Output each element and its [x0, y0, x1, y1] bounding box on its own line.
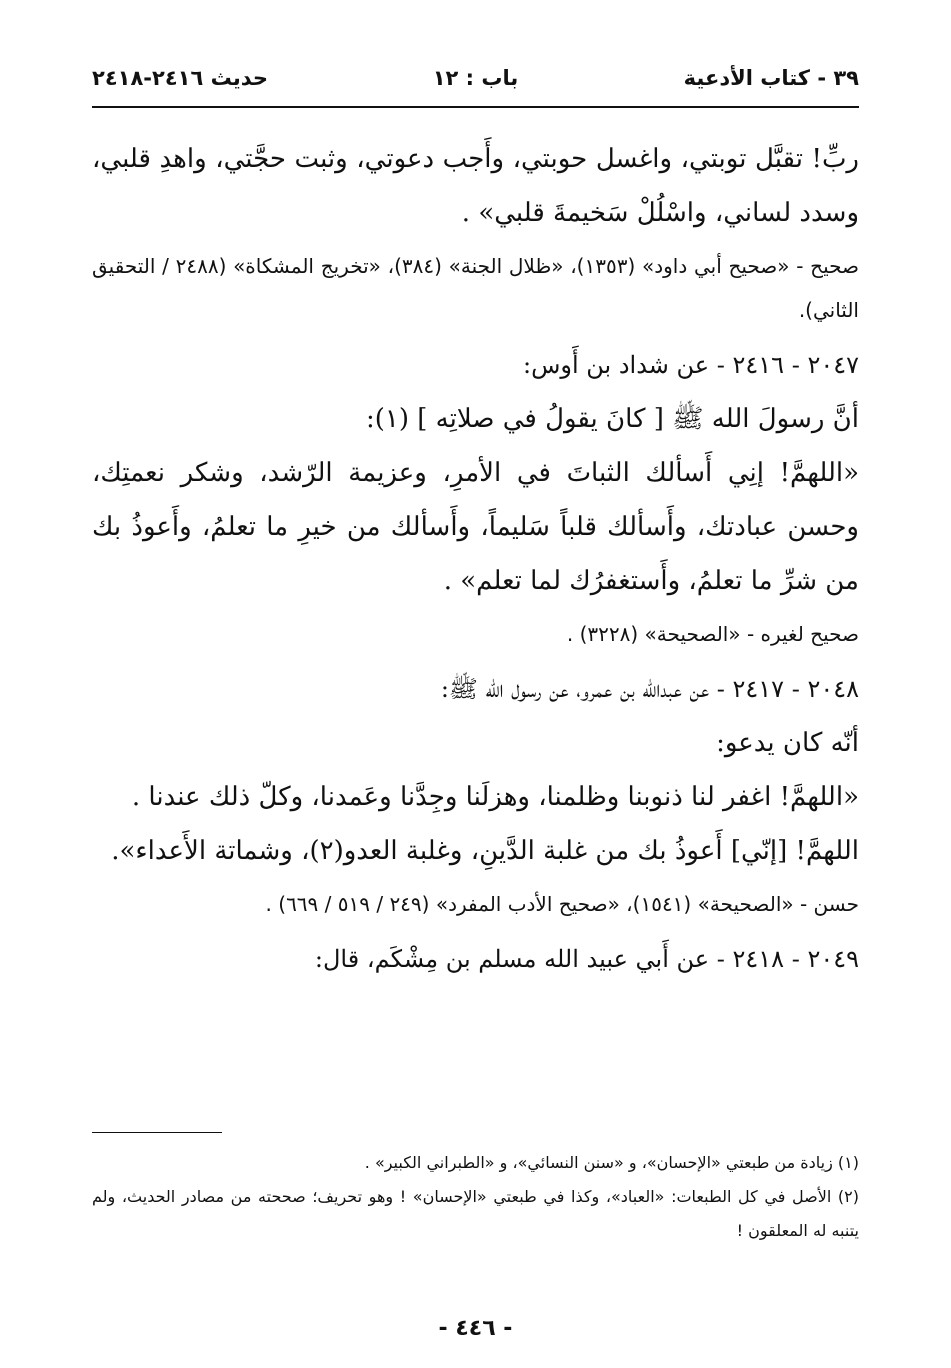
- supplication-text: «اللهمَّ! اغفر لنا ذنوبنا وظلمنا، وهزلَنا وجِدَّنا وعَمدنا، وكلّ ذلك عندنا .: [131, 782, 859, 812]
- hadith-intro: أنَّ رسولَ الله ﷺ [ كانَ يقولُ في صلاتِه ] (١):: [365, 404, 859, 434]
- supplication-text: ربِّ! تقبَّل توبتي، واغسل حوبتي، وأَجب دعوتي، وثبت حجَّتي، واهدِ قلبي، وسدد لساني، واسْلُلْ سَخيمةَ قلبي» .: [92, 144, 859, 228]
- supplication-text: اللهمَّ! [إنّي] أَعوذُ بك من غلبة الدَّينِ، وغلبة العدو(٢)، وشماتة الأَعداء».: [111, 836, 859, 866]
- supplication-text: «اللهمَّ! إنِي أَسألك الثباتَ في الأمرِ، وعزيمة الرّشد، وشكر نعمتِك، وحسن عبادتك، وأَسألك قلباً سَليماً، وأَسألك من خيرِ ما تعلمُ، وأَعوذُ بك من شرِّ ما تعلمُ، وأَستغفرُك لما تعلم» .: [92, 458, 859, 596]
- chapter-title: ٣٩ - كتاب الأدعية: [683, 66, 859, 90]
- hadith-heading: ٢٠٤٩ - ٢٤١٨ - عن أَبي عبيد الله مسلم بن مِشْكَم، قال:: [314, 945, 859, 973]
- footnotes: [92, 1146, 859, 1248]
- hadith-intro: أنّه كان يدعو:: [716, 728, 859, 758]
- footnote-1: (١) زيادة من طبعتي «الإحسان»، و «سنن النسائي»، و «الطبراني الكبير» .: [364, 1153, 859, 1172]
- grading-note: صحيح - «صحيح أبي داود» (١٣٥٣)، «ظلال الجنة» (٣٨٤)، «تخريج المشكاة» (٢٤٨٨ / التحقيق الثاني).: [92, 254, 860, 322]
- grading-note: حسن - «الصحيحة» (١٥٤١)، «صحيح الأدب المفرد» (٢٤٩ / ٥١٩ / ٦٦٩) .: [265, 892, 859, 916]
- hadith-range: حديث ٢٤١٦-٢٤١٨: [92, 66, 268, 90]
- footnote-rule: [92, 1132, 222, 1133]
- running-header: [92, 62, 859, 102]
- footnote-2: (٢) الأصل في كل الطبعات: «العباد»، وكذا في طبعتي «الإحسان» ! وهو تحريف؛ صححته من مصادر الحديث، ولم يتنبه له المعلقون !: [92, 1187, 859, 1240]
- book-page: [92, 0, 859, 1368]
- main-text: [92, 132, 859, 986]
- grading-note: صحيح لغيره - «الصحيحة» (٣٢٢٨) .: [566, 622, 859, 646]
- header-rule: [92, 106, 859, 108]
- hadith-heading: ٢٠٤٧ - ٢٤١٦ - عن شداد بن أَوس:: [523, 351, 859, 379]
- page-number: - ٤٤٦ -: [438, 1316, 513, 1341]
- hadith-heading: ٢٠٤٨ - ٢٤١٧ - عن عبدالله بن عمرو، عن رسول الله ﷺ:: [440, 675, 859, 703]
- section-label: باب : ١٢: [432, 66, 519, 90]
